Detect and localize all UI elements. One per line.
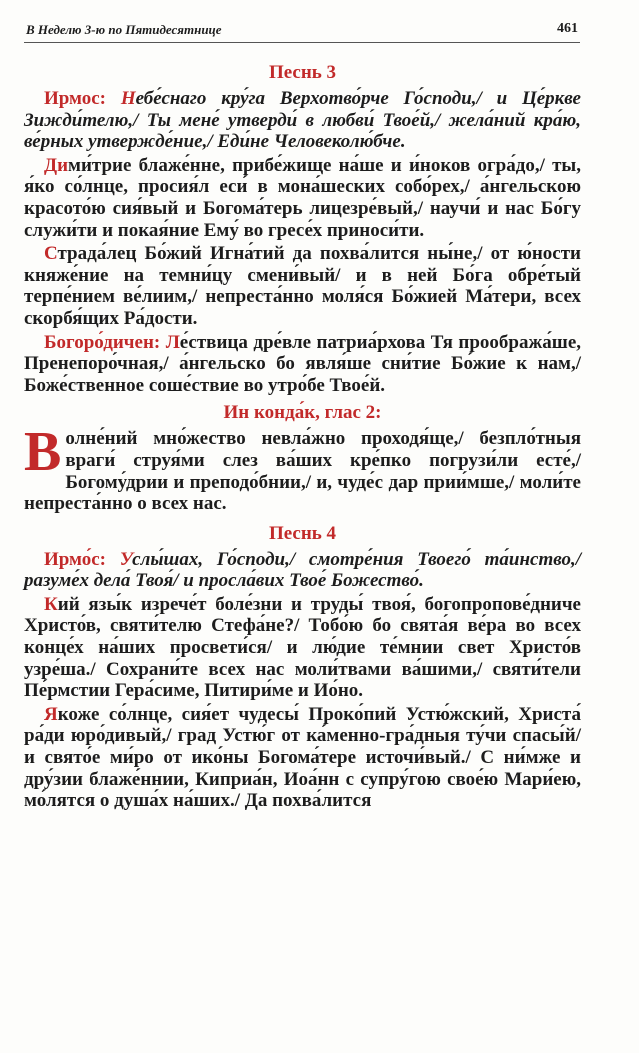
tropar-initial: К [44, 593, 58, 615]
song3-heading: Песнь 3 [268, 62, 337, 83]
irmos-initial: Н [120, 88, 136, 109]
tropar-initial: Ди [44, 154, 69, 176]
tropar-text: ми́трие блаже́нне, прибе́жище на́ше и и́ноков огра́до,/ ты, я́ко со́лнце, просия́л еси́ в мона́шеских собо́рех,/ а́нгельскою красото́ю сия́вый и Богома́терь лицезре́вый,/ научи́ и нас Бо́гу служи́ти и покая́ние Ему́ во гресе́х приноси́ти. [24, 154, 581, 241]
running-title: В Неделю 3-ю по Пятидесятнице [26, 22, 222, 37]
irmos-label: Ирмо́с: [44, 548, 120, 570]
kontakion-dropcap: В [24, 421, 62, 484]
theotokion-label: Богоро́дичен: [44, 331, 166, 353]
tropar-text: коже со́лнце, сия́ет чудесы́ Проко́пий Устю́жский, Христа́ ра́ди юро́дивый,/ град Устю́г от ка́менно-гра́дныя ту́чи спасы́й/ и свято́е ми́ро от ико́ны Богома́тере источи́вый./ С ни́мже и дру́зии блаже́ннии, Киприа́н, Иоа́нн с супру́гою свое́ю Мари́ею, мо́лятся о душа́х на́ших./ Да похва́лится [24, 703, 581, 812]
irmos-text: ебе́снаго кру́га Верхотво́рче Го́споди,/ и Це́ркве Зижди́телю,/ Ты мене́ утверди́ в любви́ Твое́й,/ жела́ний кра́ю, ве́рных утвержде́ние,/ Еди́не Человеколю́бче. [24, 88, 581, 153]
irmos-text: слы́шах, Го́споди,/ смотре́ния Твоего́ та́инство,/ разуме́х дела́ Твоя́/ и просла́вих Твое́ Божество́. [24, 548, 582, 592]
irmos-label: Ирмос: [44, 88, 121, 109]
song4-heading: Песнь 4 [268, 522, 337, 544]
kontakion-heading: Ин конда́к, глас 2: [223, 402, 382, 424]
kontakion-text: олне́ний мно́жество невла́жно проходя́ще,/ безпло́тныя враги́ струя́ми слез ва́ших кре́пко погрузи́ли есте́,/ Богому́дрии и преподо́бнии,/ и, чуде́с дар прии́мше,/ моли́те непреста́нно о всех нас. [24, 428, 581, 515]
theotokion-text: е́ствица дре́вле патриа́рхова Тя прообража́ше, Пренепоро́чная,/ а́нгельско бо явля́ше сни́тие Бо́жие к нам,/ Боже́ственное соше́ствие во утро́бе Твое́й. [24, 331, 582, 396]
theotokion-initial: Л [165, 331, 180, 353]
song4-tropar-2 [24, 704, 581, 812]
song4-irmos [24, 549, 581, 592]
song3-tropar-2 [24, 243, 581, 329]
page-content [24, 58, 581, 814]
song3-irmos [24, 88, 581, 153]
tropar-initial: Я [44, 703, 58, 725]
page-header [24, 20, 580, 43]
tropar-initial: С [44, 243, 58, 265]
page-number: 461 [557, 21, 578, 36]
song3-theotokion [24, 332, 581, 397]
irmos-initial: У [119, 548, 133, 570]
tropar-text: трада́лец Бо́жий Игна́тий да похва́лится ны́не,/ от ю́ности княже́ние на темни́цу смени́вый/ и в ней Бо́га обре́тый терпе́нием ве́лиим,/ непреста́нно моля́ся Бо́жией Ма́тери, всех скорбя́щих Ра́дости. [24, 243, 581, 329]
song4-tropar-1 [24, 594, 581, 702]
tropar-text: ий язы́к изрече́т боле́зни и труды́ твоя́, богопропове́дниче Христо́в, святи́телю Стефа́не?/ Тобо́ю бо свята́я ве́ра во всех конце́х на́ших просвети́ся/ и лю́дие те́мнии свет Христо́в узре́ша./ Сохрани́те всех нас моли́твами ва́шими,/ святи́тели Пе́рмстии Гера́симе, Питири́ме и Ио́но. [24, 593, 581, 702]
kontakion-text-block [24, 421, 581, 515]
song3-tropar-1 [24, 155, 581, 241]
